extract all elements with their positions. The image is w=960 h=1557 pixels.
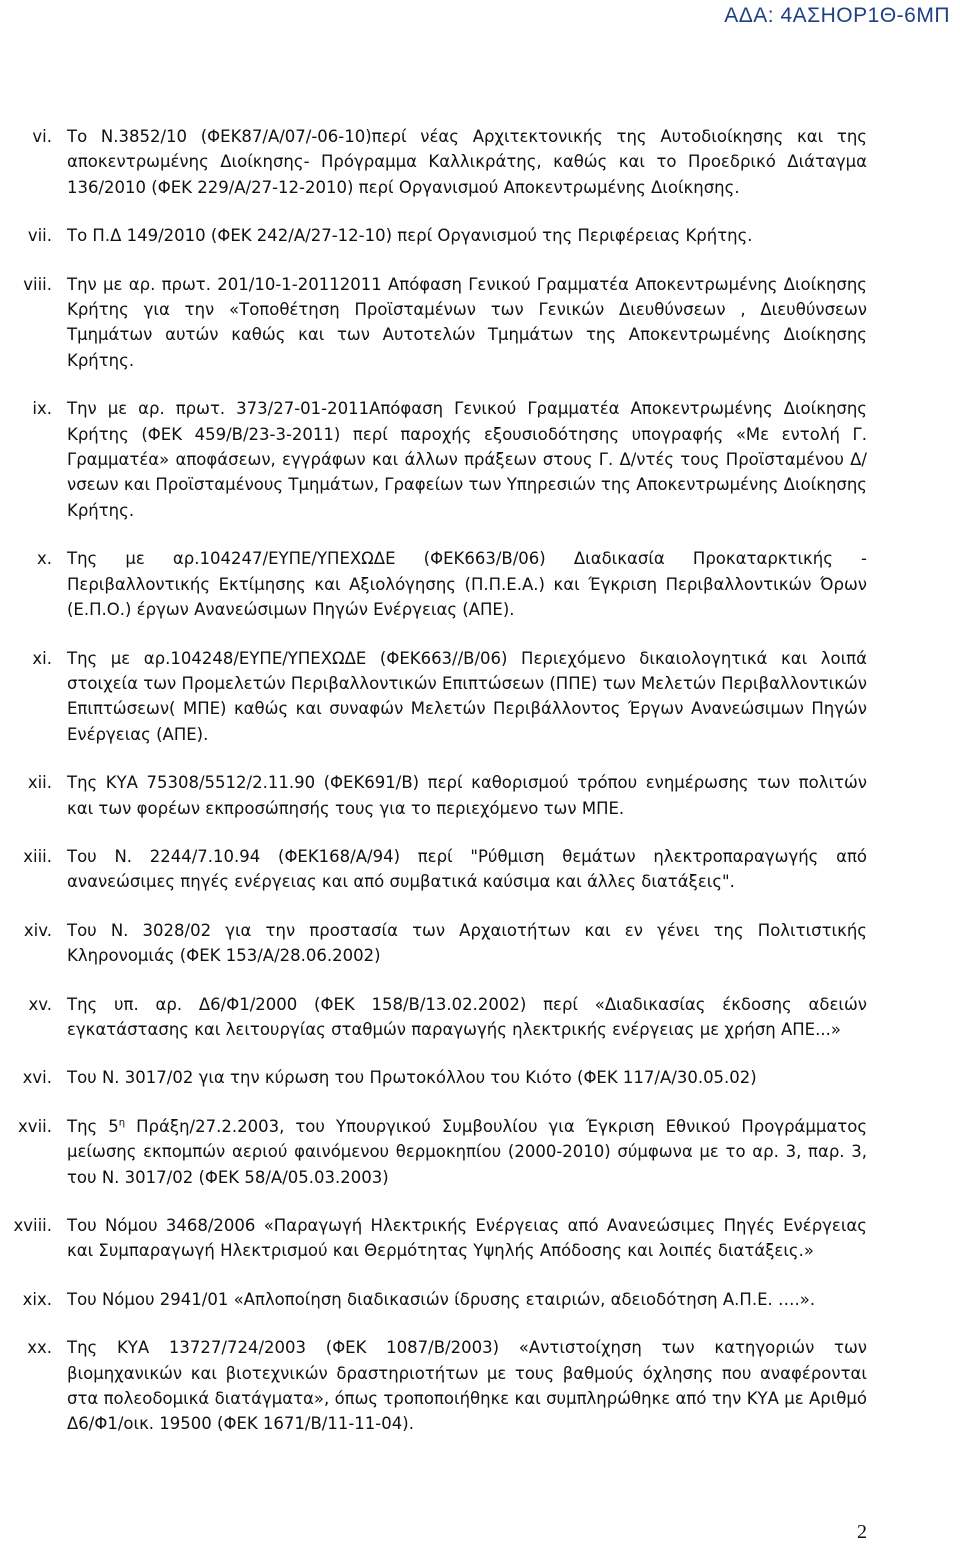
list-item-number: vii. <box>27 226 52 246</box>
list-item-number: viii. <box>23 274 52 294</box>
ordinal-superscript: η <box>118 1117 126 1129</box>
list-item-text: Της υπ. αρ. Δ6/Φ1/2000 (ΦΕΚ 158/Β/13.02.2002) περί «Διαδικασίας έκδοσης αδειών εγκατάστασης και λειτουργίας σταθμών παραγωγής ηλεκτρικής ενέργειας με χρήση ΑΠΕ...» <box>67 994 867 1039</box>
list-item-number: xiii. <box>23 846 52 866</box>
list-item <box>0 770 960 821</box>
list-item <box>0 1335 960 1437</box>
ada-code-header: ΑΔΑ: 4ΑΣΗΟΡ1Θ-6ΜΠ <box>724 4 950 27</box>
list-item <box>0 844 960 895</box>
list-item-number: ix. <box>32 399 52 419</box>
list-item-number: xvi. <box>22 1068 52 1088</box>
list-item-text: Της με αρ.104247/ΕΥΠΕ/ΥΠΕΧΩΔΕ (ΦΕΚ663/Β/06) Διαδικασία Προκαταρκτικής - Περιβαλλοντικής Εκτίμησης και Αξιολόγησης (Π.Π.Ε.Α.) και Έγκριση Περιβαλλοντικών Όρων (Ε.Π.Ο.) έργων Ανανεώσιμων Πηγών Ενέργειας (ΑΠΕ). <box>67 549 867 620</box>
list-item <box>0 918 960 969</box>
list-item-number: xx. <box>27 1338 52 1358</box>
list-item <box>0 1065 960 1090</box>
list-item-number: xi. <box>32 648 52 668</box>
list-item-text: Το Π.Δ 149/2010 (ΦΕΚ 242/Α/27-12-10) περί Οργανισμού της Περιφέρειας Κρήτης. <box>67 226 753 246</box>
legal-references-list <box>0 124 960 1460</box>
list-item-text: Της ΚΥΑ 75308/5512/2.11.90 (ΦΕΚ691/Β) περί καθορισμού τρόπου ενημέρωσης των πολιτών και των φορέων εκπροσώπησής τους για το περιεχόμενο των ΜΠΕ. <box>67 773 867 818</box>
list-item-number: xv. <box>28 994 52 1014</box>
list-item-text: Του Ν. 3017/02 για την κύρωση του Πρωτοκόλλου του Κιότο (ΦΕΚ 117/Α/30.05.02) <box>67 1068 757 1088</box>
list-item-text: Της ΚΥΑ 13727/724/2003 (ΦΕΚ 1087/Β/2003) «Αντιστοίχηση των κατηγοριών των βιομηχανικών και βιοτεχνικών δραστηριοτήτων με τους βαθμούς όχλησης που αναφέρονται στα πολεοδομικά διατάγματα», όπως τροποποιήθηκε και συμπληρώθηκε από την ΚΥΑ με Αριθμό Δ6/Φ1/οικ. 19500 (ΦΕΚ 1671/Β/11-11-04). <box>67 1338 867 1434</box>
list-item-text-start: Της 5 <box>67 1116 119 1136</box>
list-item-text: Του Νόμου 2941/01 «Απλοποίηση διαδικασιών ίδρυσης εταιριών, αδειοδότηση Α.Π.Ε. ….». <box>67 1289 816 1309</box>
list-item-number: xviii. <box>13 1216 52 1235</box>
list-item-number: xvii. <box>18 1116 52 1136</box>
list-item-text-rest: Πράξη/27.2.2003, του Υπουργικού Συμβουλίου για Έγκριση Εθνικού Προγράμματος μείωσης εκπομπών αεριού φαινόμενου θερμοκηπίου (2000-2010) σύμφωνα με το αρ. 3, παρ. 3, του Ν. 3017/02 (ΦΕΚ 58/Α/05.03.2003) <box>67 1116 868 1187</box>
list-item <box>0 1213 960 1264</box>
list-item-text: Την με αρ. πρωτ. 201/10-1-20112011 Απόφαση Γενικού Γραμματέα Αποκεντρωμένης Διοίκησης Κρήτης για την «Τοποθέτηση Προϊσταμένων των Γενικών Διευθύνσεων , Διευθύνσεων Τμημάτων αυτών καθώς και των Αυτοτελών Τμημάτων της Αποκεντρωμένης Διοίκησης Κρήτης. <box>67 274 867 370</box>
list-item <box>0 1287 960 1312</box>
list-item <box>0 1114 960 1190</box>
list-item-text <box>67 1114 867 1190</box>
list-item-text: Την με αρ. πρωτ. 373/27-01-2011Απόφαση Γενικού Γραμματέα Αποκεντρωμένης Διοίκησης Κρήτης (ΦΕΚ 459/Β/23-3-2011) περί παροχής εξουσιοδότησης υπογραφής «Με εντολή Γ. Γραμματέα» αποφάσεων, εγγράφων και άλλων πράξεων στους Γ. Δ/ντές τους Προϊσταμένου Δ/νσεων και Προϊσταμένους Τμημάτων, Γραφείων των Υπηρεσιών της Αποκεντρωμένης Διοίκησης Κρήτης. <box>67 399 867 520</box>
list-item-number: xix. <box>22 1289 52 1309</box>
list-item-text: Της με αρ.104248/ΕΥΠΕ/ΥΠΕΧΩΔΕ (ΦΕΚ663//Β/06) Περιεχόμενο δικαιολογητικά και λοιπά στοιχεία των Προμελετών Περιβαλλοντικών Επιπτώσεων (ΠΠΕ) των Μελετών Περιβαλλοντικών Επιπτώσεων( ΜΠΕ) καθώς και συναφών Μελετών Περιβάλλοντος Έργων Ανανεώσιμων Πηγών Ενέργειας (ΑΠΕ). <box>67 648 867 744</box>
list-item <box>0 396 960 523</box>
page-number: 2 <box>857 1521 867 1543</box>
list-item-number: vi. <box>32 127 52 146</box>
list-item-number: xii. <box>27 773 52 793</box>
list-item-text: Του Ν. 2244/7.10.94 (ΦΕΚ168/Α/94) περί "Ρύθμιση θεμάτων ηλεκτροπαραγωγής από ανανεώσιμες πηγές ενέργειας και από συμβατικά καύσιμα και άλλες διατάξεις". <box>67 846 867 892</box>
list-item-number: x. <box>36 549 52 569</box>
list-item <box>0 124 960 200</box>
list-item <box>0 646 960 748</box>
list-item <box>0 992 960 1043</box>
list-item <box>0 546 960 622</box>
list-item <box>0 272 960 374</box>
list-item <box>0 223 960 248</box>
list-item-number: xiv. <box>23 920 52 940</box>
list-item-text: Του Ν. 3028/02 για την προστασία των Αρχαιοτήτων και εν γένει της Πολιτιστικής Κληρονομιάς (ΦΕΚ 153/Α/28.06.2002) <box>67 920 867 966</box>
list-item-text: Το Ν.3852/10 (ΦΕΚ87/Α/07/-06-10)περί νέας Αρχιτεκτονικής της Αυτοδιοίκησης και της αποκεντρωμένης Διοίκησης- Πρόγραμμα Καλλικράτης, καθώς και το Προεδρικό Διάταγμα 136/2010 (ΦΕΚ 229/Α/27-12-2010) περί Οργανισμού Αποκεντρωμένης Διοίκησης. <box>67 127 867 197</box>
list-item-text: Του Νόμου 3468/2006 «Παραγωγή Ηλεκτρικής Ενέργειας από Ανανεώσιμες Πηγές Ενέργειας και Συμπαραγωγή Ηλεκτρισμού και Θερμότητας Υψηλής Απόδοσης και λοιπές διατάξεις.» <box>67 1216 867 1261</box>
